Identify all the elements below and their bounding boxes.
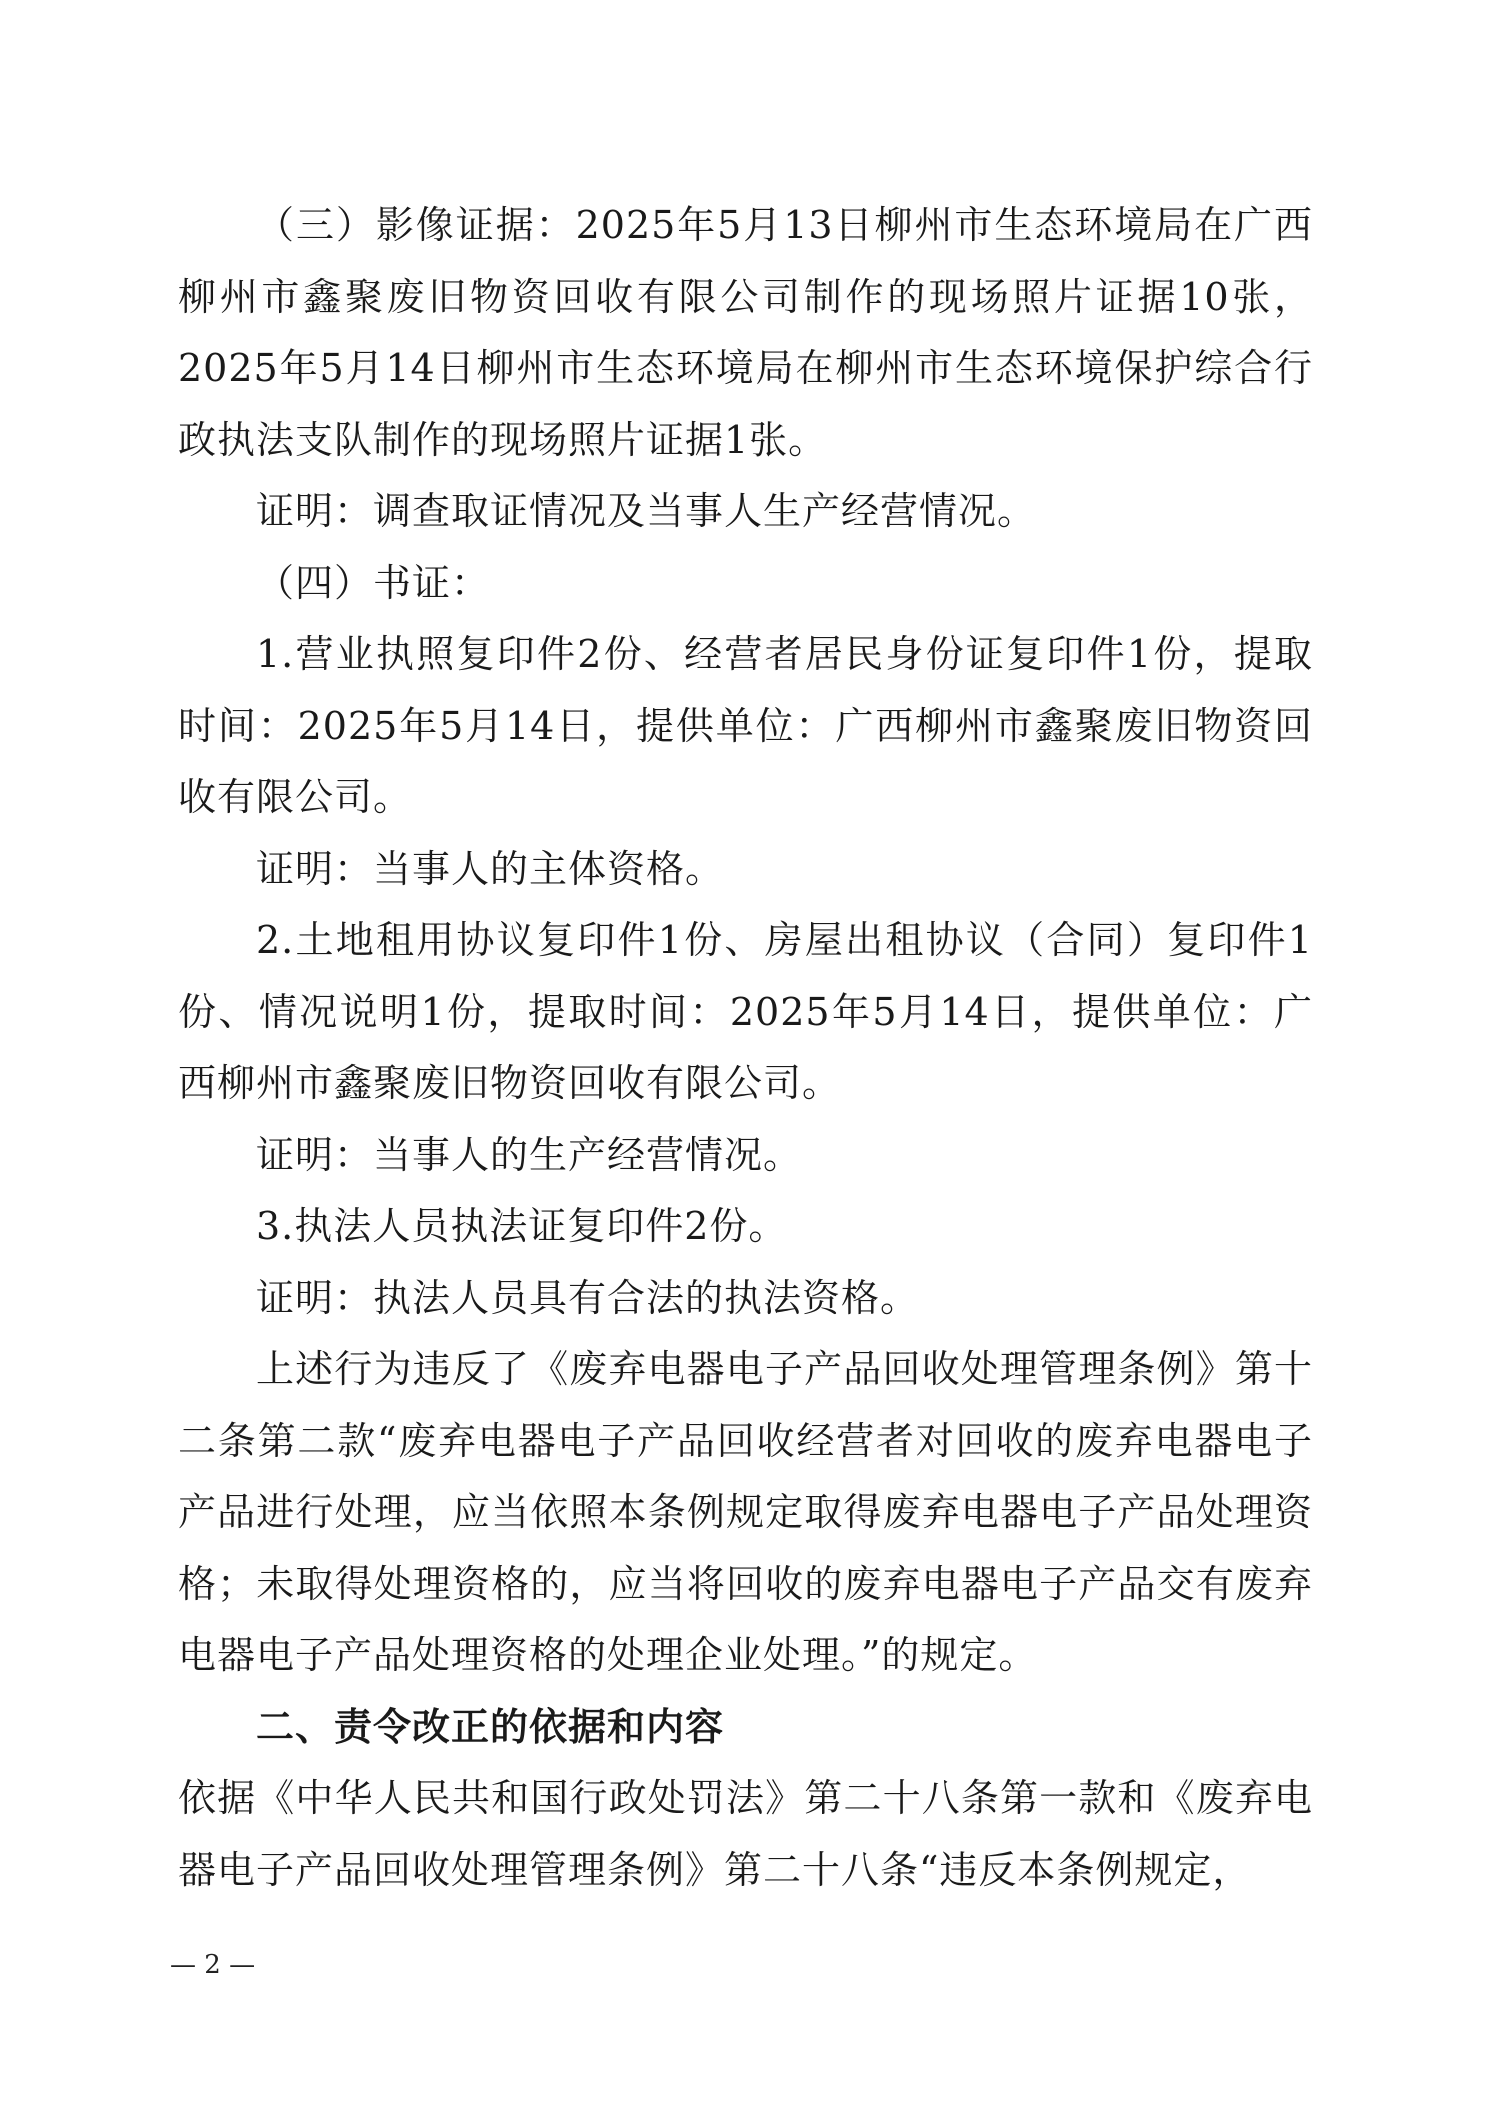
paragraph-proof-operations: 证明：当事人的生产经营情况。: [256, 1132, 803, 1177]
paragraph-land-lease: 2.土地租用协议复印件1份、房屋出租协议（合同）复印件1份、情况说明1份，提取时间：2025年5月14日，提供单位：广西柳州市鑫聚废旧物资回收有限公司。: [178, 918, 1313, 1105]
paragraph-business-license: 1.营业执照复印件2份、经营者居民身份证复印件1份，提取时间：2025年5月14日，提供单位：广西柳州市鑫聚废旧物资回收有限公司。: [178, 632, 1313, 819]
paragraph-legal-basis: 依据《中华人民共和国行政处罚法》第二十八条第一款和《废弃电器电子产品回收处理管理条例》第二十八条“违反本条例规定，: [178, 1776, 1313, 1892]
document-body: [178, 190, 1313, 1906]
paragraph-enforcement-cards: 3.执法人员执法证复印件2份。: [256, 1204, 788, 1248]
paragraph-documentary-evidence: （四）书证：: [256, 560, 491, 605]
paragraph-proof-subject: 证明：当事人的主体资格。: [256, 846, 725, 891]
paragraph-proof-investigation: 证明：调查取证情况及当事人生产经营情况。: [256, 489, 1037, 533]
paragraph-proof-qualification: 证明：执法人员具有合法的执法资格。: [256, 1275, 920, 1320]
section-heading-correction: 二、责令改正的依据和内容: [256, 1704, 725, 1749]
paragraph-violation: 上述行为违反了《废弃电器电子产品回收处理管理条例》第十二条第二款“废弃电器电子产品回收经营者对回收的废弃电器电子产品进行处理，应当依照本条例规定取得废弃电器电子产品处理资格；未取得处理资格的，应当将回收的废弃电器电子产品交有废弃电器电子产品处理资格的处理企业处理。”的规定。: [178, 1347, 1313, 1677]
page-number: — 2 —: [170, 1950, 256, 1980]
paragraph-video-evidence: （三）影像证据：2025年5月13日柳州市生态环境局在广西柳州市鑫聚废旧物资回收有限公司制作的现场照片证据10张，2025年5月14日柳州市生态环境局在柳州市生态环境保护综合行政执法支队制作的现场照片证据1张。: [178, 203, 1313, 462]
